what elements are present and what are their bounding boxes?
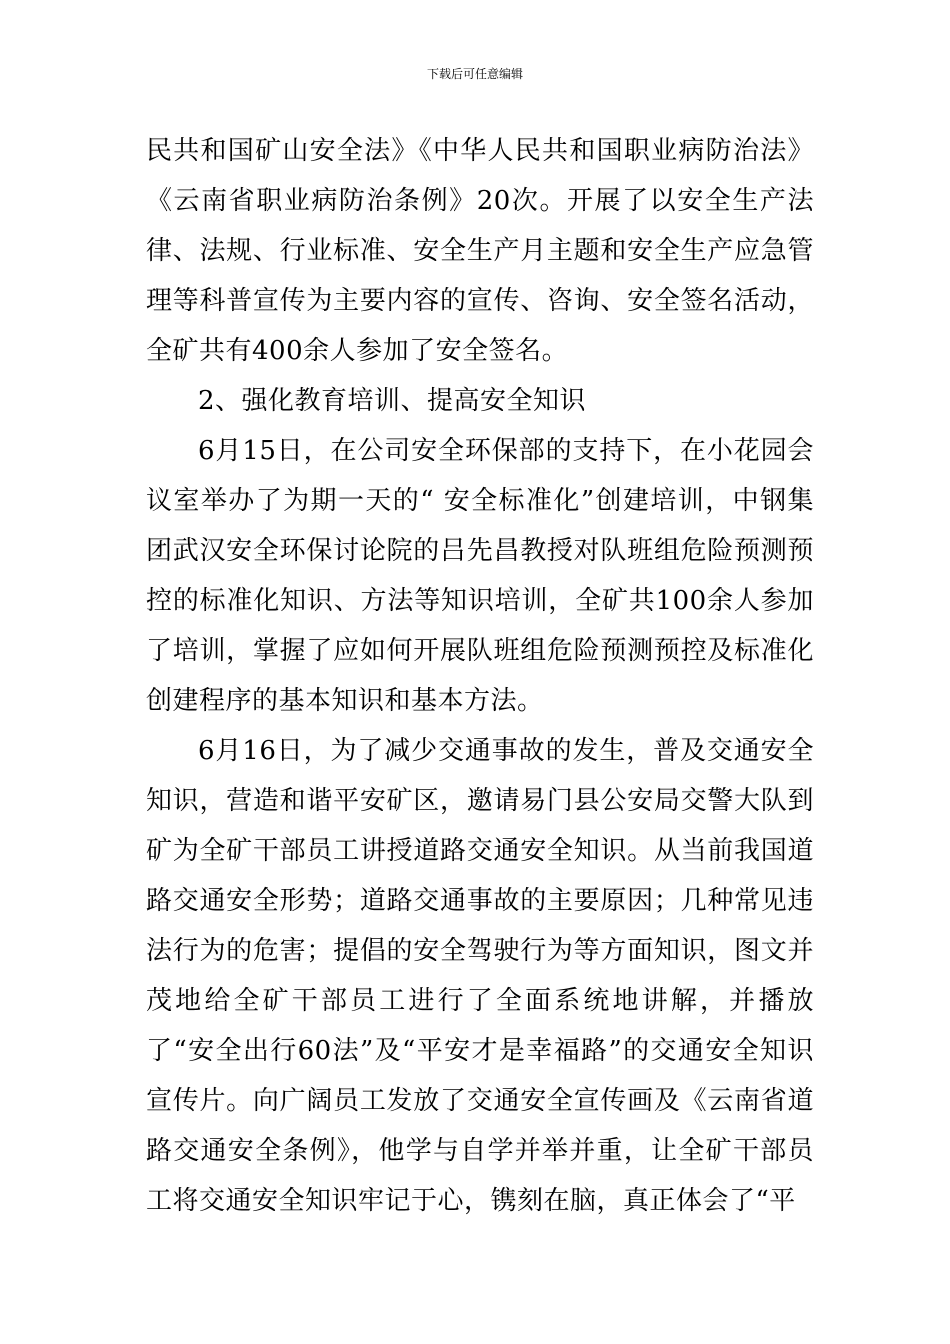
section-heading-2: 2、强化教育培训、提高安全知识 bbox=[198, 386, 587, 416]
page-header-note: 下载后可任意编辑 bbox=[426, 67, 523, 81]
paragraph-3: 6月16日，为了减少交通事故的发生，普及交通安全知识，营造和谐平安矿区，邀请易门县公安局交警大队到矿为全矿干部员工讲授道路交通安全知识。从当前我国道路交通安全形势；道路交通事故的主要原因；几种常见违法行为的危害；提倡的安全驾驶行为等方面知识，图文并茂地给全矿干部员工进行了全面系统地讲解，并播放了“安全出行60法”及“平安才是幸福路”的交通安全知识宣传片。向广阔员工发放了交通安全宣传画及《云南省道路交通安全条例》，他学与自学并举并重，让全矿干部员工将交通安全知识牢记于心，镌刻在脑，真正体会了“平 bbox=[146, 736, 814, 1216]
paragraph-2: 6月15日，在公司安全环保部的支持下，在小花园会议室举办了为期一天的“ 安全标准化”创建培训，中钢集团武汉安全环保讨论院的吕先昌教授对队班组危险预测预控的标准化知识、方法等知识培训，全矿共100余人参加了培训，掌握了应如何开展队班组危险预测预控及标准化创建程序的基本知识和基本方法。 bbox=[146, 436, 814, 716]
document-body bbox=[146, 126, 814, 1226]
paragraph-1: 民共和国矿山安全法》《中华人民共和国职业病防治法》《云南省职业病防治条例》20次。开展了以安全生产法律、法规、行业标准、安全生产月主题和安全生产应急管理等科普宣传为主要内容的宣传、咨询、安全签名活动，全矿共有400余人参加了安全签名。 bbox=[146, 136, 814, 366]
